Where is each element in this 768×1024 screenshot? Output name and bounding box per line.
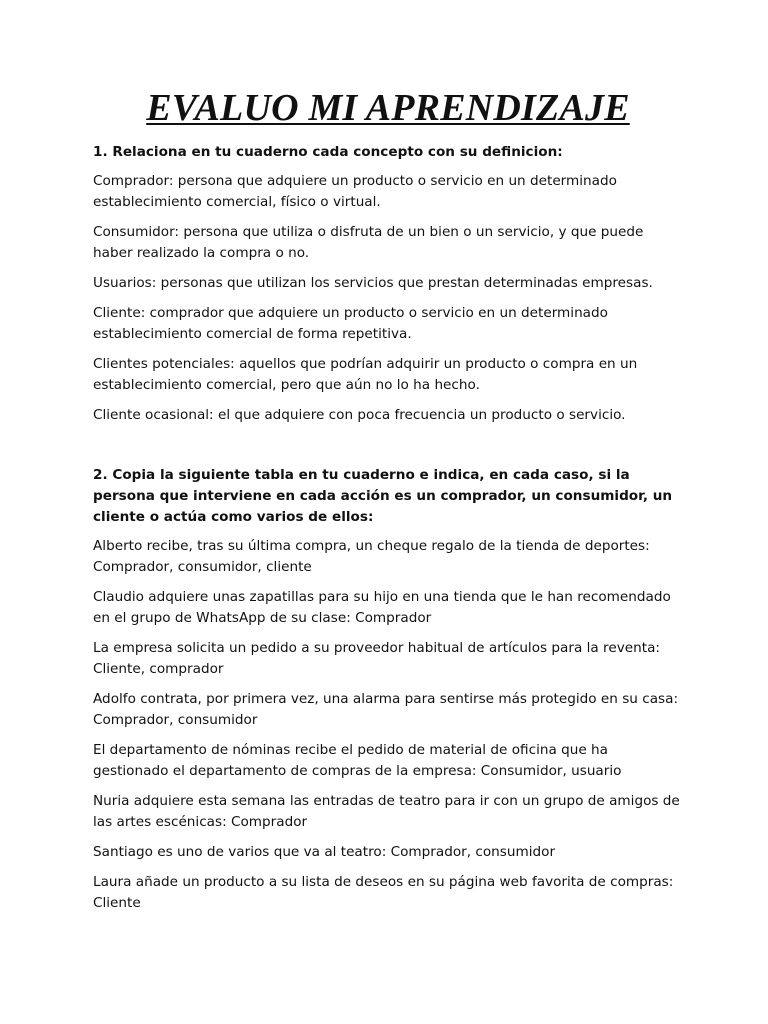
- definition-usuarios: Usuarios: personas que utilizan los servicios que prestan determinadas empresas.: [93, 275, 653, 291]
- case-laura: Laura añade un producto a su lista de deseos en su página web favorita de compras: Cliente: [93, 874, 674, 911]
- case-nuria: Nuria adquiere esta semana las entradas de teatro para ir con un grupo de amigos de las artes escénicas: Comprador: [93, 793, 680, 830]
- definition-cliente: Cliente: comprador que adquiere un producto o servicio en un determinado establecimiento comercial de forma repetitiva.: [93, 305, 608, 342]
- case-alberto: Alberto recibe, tras su última compra, un cheque regalo de la tienda de deportes: Comprador, consumidor, cliente: [93, 538, 650, 575]
- section-1: [93, 142, 683, 426]
- case-santiago: Santiago es uno de varios que va al teatro: Comprador, consumidor: [93, 844, 556, 860]
- document-page: [93, 86, 683, 923]
- page-title: EVALUO MI APRENDIZAJE: [146, 87, 630, 129]
- case-adolfo: Adolfo contrata, por primera vez, una alarma para sentirse más protegido en su casa: Comprador, consumidor: [93, 691, 679, 728]
- definition-comprador: Comprador: persona que adquiere un producto o servicio en un determinado establecimiento comercial, físico o virtual.: [93, 173, 617, 210]
- section-1-heading: 1. Relaciona en tu cuaderno cada concepto con su definicion:: [93, 144, 563, 160]
- definition-clientes-potenciales: Clientes potenciales: aquellos que podrían adquirir un producto o compra en un establecimiento comercial, pero que aún no lo ha hecho.: [93, 356, 638, 393]
- definition-consumidor: Consumidor: persona que utiliza o disfruta de un bien o un servicio, y que puede haber realizado la compra o no.: [93, 224, 644, 261]
- case-departamento-nominas: El departamento de nóminas recibe el pedido de material de oficina que ha gestionado el departamento de compras de la empresa: Consumidor, usuario: [93, 742, 622, 779]
- case-empresa: La empresa solicita un pedido a su proveedor habitual de artículos para la reventa: Cliente, comprador: [93, 640, 660, 677]
- section-spacer: [93, 435, 683, 465]
- section-2: [93, 465, 683, 914]
- definition-cliente-ocasional: Cliente ocasional: el que adquiere con poca frecuencia un producto o servicio.: [93, 407, 626, 423]
- case-claudio: Claudio adquiere unas zapatillas para su hijo en una tienda que le han recomendado en el grupo de WhatsApp de su clase: Comprador: [93, 589, 671, 626]
- section-2-heading: 2. Copia la siguiente tabla en tu cuaderno e indica, en cada caso, si la persona que interviene en cada acción es un comprador, un consumidor, un cliente o actúa como varios de ellos:: [93, 467, 673, 525]
